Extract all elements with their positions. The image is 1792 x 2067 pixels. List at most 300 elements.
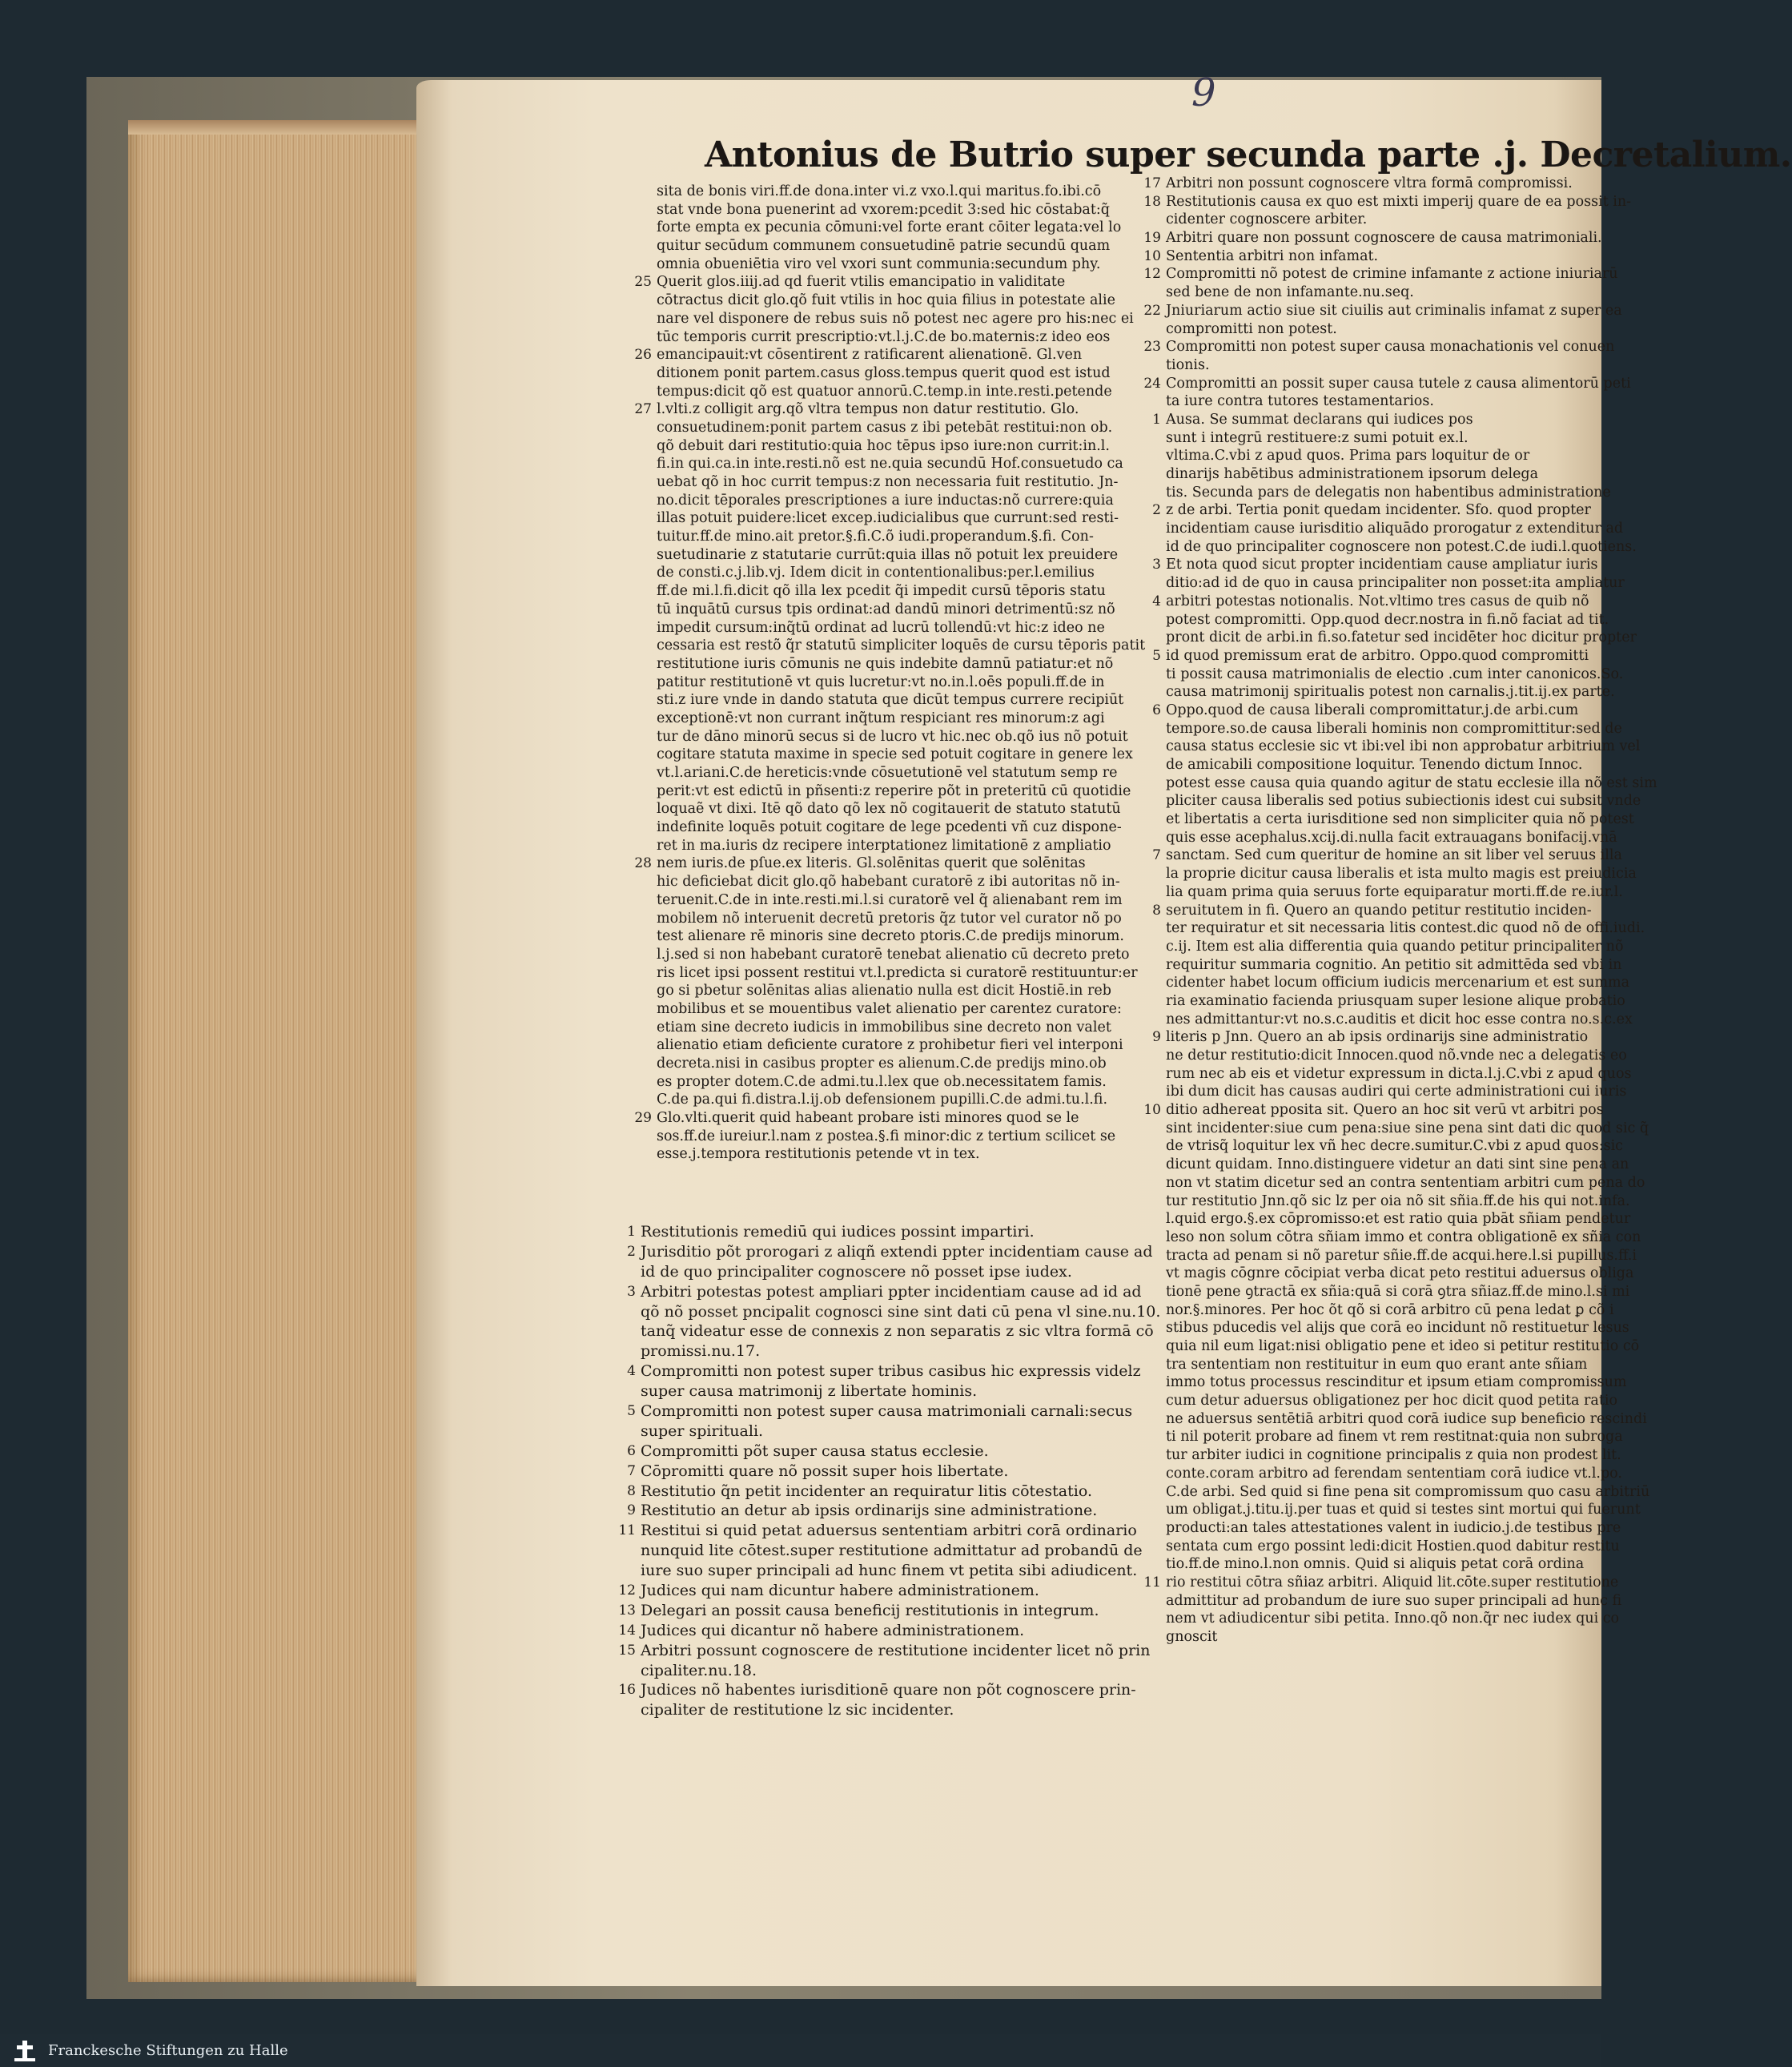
book-edge-top bbox=[128, 120, 442, 135]
text-line bbox=[1142, 411, 1590, 429]
text-line bbox=[633, 273, 1118, 292]
marginal-number bbox=[1142, 792, 1166, 810]
line-text: z de arbi. Tertia ponit quedam incidenter. Sfo. quod propter bbox=[1166, 502, 1591, 519]
text-line bbox=[617, 1641, 1151, 1661]
text-line bbox=[617, 1242, 1153, 1262]
line-text: Arbitri non possunt cognoscere vltra formā compromissi. bbox=[1166, 175, 1573, 191]
line-text: gnoscit bbox=[1166, 1629, 1218, 1645]
marginal-number bbox=[617, 1541, 641, 1561]
marginal-number bbox=[633, 655, 657, 674]
marginal-number bbox=[633, 509, 657, 528]
marginal-number bbox=[633, 982, 657, 1000]
marginal-number: 7 bbox=[627, 1462, 636, 1479]
text-line bbox=[633, 546, 1118, 565]
text-line bbox=[1142, 1465, 1622, 1483]
marginal-number bbox=[1142, 756, 1166, 774]
text-line bbox=[1142, 720, 1622, 738]
text-line bbox=[1142, 211, 1590, 229]
marginal-number bbox=[1142, 284, 1166, 302]
line-text: Restitui si quid petat aduersus sententiam arbitri corā ordinario bbox=[641, 1522, 1137, 1540]
line-text: ne aduersus sentētiā arbitri quod corā iudice sup beneficio rescindi bbox=[1166, 1410, 1647, 1427]
text-line bbox=[1142, 992, 1625, 1011]
marginal-number bbox=[1142, 1229, 1166, 1247]
marginal-number bbox=[633, 219, 657, 237]
line-text: qõ nõ posset pncipalit cognosci sine sint dati cū pena vl sine.nu.10. bbox=[641, 1302, 1161, 1321]
text-line bbox=[1142, 392, 1590, 411]
line-text: tū inquātū cursus tpis ordinat:ad dandū minori detrimentū:sz nõ bbox=[657, 601, 1115, 617]
line-text: quis esse acephalus.xcij.di.nulla facit extrauagans bonifacij.vnā bbox=[1166, 829, 1617, 846]
marginal-number bbox=[633, 582, 657, 601]
text-line bbox=[1142, 284, 1590, 302]
text-line bbox=[633, 837, 1118, 855]
line-text: Compromitti nõ potest de crimine infamante z actione iniuriarū bbox=[1166, 266, 1618, 283]
text-line bbox=[1142, 1373, 1627, 1392]
text-line bbox=[1142, 956, 1622, 975]
marginal-number: 18 bbox=[1143, 193, 1161, 210]
marginal-number bbox=[633, 1000, 657, 1019]
line-text: ff.de mi.l.fi.dicit qõ illa lex pcedit q̃i impedit cursū tēporis statu bbox=[657, 583, 1106, 600]
marginal-number bbox=[1142, 938, 1166, 956]
text-line bbox=[1142, 647, 1590, 666]
marginal-number bbox=[1142, 1301, 1166, 1320]
line-text: nare vel disponere de rebus suis nõ potest nec agere pro his:nec ei bbox=[657, 310, 1134, 327]
francke-foundation-logo-icon bbox=[13, 2039, 37, 2063]
text-line bbox=[1142, 738, 1641, 756]
line-text: tionē pene ꝯtractā ex sñia:quā si corā ꝯtra sñiaz.ff.de mino.l.si mi bbox=[1166, 1283, 1630, 1300]
line-text: tio.ff.de mino.l.non omnis. Quid si aliquis petat corā ordina bbox=[1166, 1556, 1585, 1573]
line-text: causa matrimonij spiritualis potest non carnalis.j.tit.ij.ex parte. bbox=[1166, 684, 1615, 701]
marginal-number: 12 bbox=[618, 1582, 636, 1599]
line-text: mobilibus et se mouentibus valet alienatio per carentez curatore: bbox=[657, 1000, 1122, 1017]
marginal-number bbox=[1142, 574, 1166, 593]
marginal-number bbox=[617, 1700, 641, 1720]
marginal-number bbox=[633, 528, 657, 546]
marginal-number bbox=[633, 492, 657, 510]
line-text: consuetudinem:ponit partem casus z ibi petebāt restitui:non ob. bbox=[657, 419, 1113, 436]
line-text: alienatio etiam deficiente curatore z prohibetur fieri vel interponi bbox=[657, 1037, 1123, 1054]
marginal-number bbox=[1142, 974, 1166, 992]
text-line bbox=[1142, 1065, 1632, 1084]
text-line bbox=[1142, 1628, 1590, 1647]
text-line bbox=[1142, 320, 1590, 339]
line-text: quitur secūdum communem consuetudinē patrie secundū quam bbox=[657, 238, 1111, 255]
line-text: tracta ad penam si nõ paretur sñie.ff.de acqui.here.l.si pupillus.ff.i bbox=[1166, 1247, 1637, 1264]
marginal-number bbox=[1142, 1065, 1166, 1084]
marginal-number: 17 bbox=[1143, 175, 1161, 191]
line-text: test alienare rē minoris sine decreto ptoris.C.de predijs minorum. bbox=[657, 928, 1124, 945]
marginal-number bbox=[617, 1381, 641, 1401]
text-line bbox=[617, 1361, 1141, 1381]
line-text: immo totus processus rescinditur et ipsum etiam compromissum bbox=[1166, 1374, 1627, 1391]
marginal-number bbox=[1142, 1592, 1166, 1611]
marginal-number bbox=[633, 328, 657, 347]
marginal-number: 11 bbox=[618, 1522, 636, 1539]
line-text: Restitutio q̃n petit incidenter an requiratur litis cōtestatio. bbox=[641, 1482, 1092, 1500]
line-text: stat vnde bona puenerint ad vxorem:pcedit 3:sed hic cōstabat:q̃ bbox=[657, 201, 1110, 218]
text-line bbox=[633, 1019, 1118, 1037]
line-text: l.j.sed si non habebant curatorē tenebat alienatio cū decreto preto bbox=[657, 946, 1130, 963]
line-text: tuitur.ff.de mino.ait pretor.§.fi.C.õ iudi.properandum.§.fi. Con- bbox=[657, 529, 1094, 545]
marginal-number: 4 bbox=[627, 1363, 636, 1380]
line-text: potest compromitti. Opp.quod decr.nostra in fi.nõ faciat ad tit. bbox=[1166, 611, 1609, 628]
line-text: suetudinarie z statutarie currūt:quia illas nõ potuit lex preuidere bbox=[657, 546, 1119, 563]
line-text: literis p Jnn. Quero an ab ipsis ordinarijs sine administratio bbox=[1166, 1029, 1589, 1046]
text-line bbox=[1142, 1047, 1627, 1065]
line-text: cidenter cognoscere arbiter. bbox=[1166, 211, 1368, 228]
marginal-number bbox=[617, 1262, 641, 1282]
marginal-number: 8 bbox=[627, 1482, 636, 1499]
marginal-number bbox=[1142, 738, 1166, 756]
text-line bbox=[1142, 938, 1624, 956]
line-text: sint incidenter:siue cum pena:siue sine pena sint dati dic quod sic q̃ bbox=[1166, 1120, 1649, 1136]
text-line bbox=[633, 674, 1118, 692]
text-line bbox=[633, 1145, 1118, 1164]
line-text: Et nota quod sicut propter incidentiam cause ampliatur iuris bbox=[1166, 557, 1598, 573]
marginal-number bbox=[633, 946, 657, 964]
text-line bbox=[1142, 1555, 1590, 1574]
text-line bbox=[617, 1561, 1138, 1581]
line-text: de vtrisq̃ loquitur lex vñ hec decre.sumitur.C.vbi z apud quos:sic bbox=[1166, 1138, 1623, 1155]
text-line bbox=[633, 419, 1118, 437]
line-text: tanq̃ videatur esse de connexis z non separatis z sic vltra formā cō bbox=[641, 1322, 1154, 1341]
line-text: emancipauit:vt cōsentirent z ratificarent alienationē. Gl.ven bbox=[657, 347, 1083, 364]
line-text: ditionem ponit partem.casus gloss.tempus querit quod est istud bbox=[657, 364, 1111, 381]
marginal-number bbox=[1142, 520, 1166, 538]
line-text: ter requiratur et sit necessaria litis contest.dic quod nõ de offi.iudi. bbox=[1166, 920, 1645, 937]
line-text: Ausa. Se summat declarans qui iudices pos bbox=[1166, 411, 1473, 428]
text-line bbox=[1142, 756, 1590, 774]
marginal-number bbox=[1142, 429, 1166, 448]
marginal-number: 5 bbox=[1152, 647, 1161, 664]
line-text: Judices qui nam dicuntur habere administrationem. bbox=[641, 1582, 1039, 1600]
text-line bbox=[1142, 593, 1590, 611]
text-line bbox=[1142, 829, 1617, 847]
text-line bbox=[1142, 538, 1637, 557]
text-line bbox=[1142, 1283, 1630, 1301]
marginal-number bbox=[1142, 1047, 1166, 1065]
text-line bbox=[1142, 1101, 1604, 1120]
line-text: Compromitti põt super causa status ecclesie. bbox=[641, 1442, 989, 1460]
marginal-number: 23 bbox=[1143, 339, 1161, 356]
text-line bbox=[633, 564, 1118, 582]
line-text: cipaliter.nu.18. bbox=[641, 1661, 757, 1679]
text-line bbox=[1142, 484, 1611, 502]
marginal-number bbox=[633, 473, 657, 492]
text-line bbox=[617, 1621, 1121, 1641]
marginal-number bbox=[633, 746, 657, 764]
marginal-number bbox=[633, 637, 657, 655]
marginal-number bbox=[633, 873, 657, 891]
text-line bbox=[1142, 883, 1623, 902]
text-line bbox=[1142, 629, 1637, 647]
marginal-number bbox=[1142, 1156, 1166, 1174]
line-text: tur de dāno minorū secus si de lucro vt hic.nec ob.qõ ius nõ potuit bbox=[657, 728, 1128, 745]
text-line bbox=[1142, 1137, 1623, 1156]
marginal-number bbox=[1142, 1120, 1166, 1138]
marginal-number bbox=[633, 674, 657, 692]
marginal-number bbox=[633, 364, 657, 383]
marginal-number bbox=[1142, 1174, 1166, 1192]
marginal-number bbox=[1142, 1265, 1166, 1283]
marginal-number bbox=[633, 310, 657, 328]
text-line bbox=[1142, 683, 1615, 702]
text-line bbox=[1142, 229, 1602, 247]
text-line bbox=[1142, 1337, 1640, 1356]
line-text: iure suo super principali ad hunc finem vt petita sibi adiudicent. bbox=[641, 1562, 1138, 1580]
text-line bbox=[633, 891, 1123, 910]
line-text: super causa matrimonij z libertate hominis. bbox=[641, 1382, 978, 1401]
line-text: seruitutem in fi. Quero an quando petitur restitutio inciden- bbox=[1166, 902, 1592, 919]
text-line bbox=[633, 1073, 1118, 1092]
text-line bbox=[633, 637, 1146, 655]
line-text: Glo.vlti.querit quid habeant probare isti minores quod se le bbox=[657, 1110, 1079, 1127]
text-line bbox=[1142, 302, 1622, 320]
text-line bbox=[633, 764, 1118, 782]
text-line bbox=[1142, 338, 1615, 356]
marginal-number bbox=[633, 927, 657, 946]
marginal-number: 14 bbox=[618, 1622, 636, 1639]
line-text: es propter dotem.C.de admi.tu.l.lex que ob.necessitatem famis. bbox=[657, 1073, 1107, 1090]
line-text: Arbitri quare non possunt cognoscere de causa matrimoniali. bbox=[1166, 230, 1602, 247]
footer-label: Franckesche Stiftungen zu Halle bbox=[48, 2042, 288, 2059]
line-text: Delegari an possit causa beneficij restitutionis in integrum. bbox=[641, 1601, 1099, 1619]
marginal-number bbox=[617, 1302, 641, 1322]
text-line bbox=[633, 400, 1118, 419]
text-line bbox=[633, 437, 1118, 456]
marginal-number bbox=[1142, 1555, 1166, 1574]
marginal-number: 9 bbox=[1152, 1029, 1161, 1046]
line-text: Compromitti non potest super causa monachationis vel conuen bbox=[1166, 339, 1615, 356]
text-line bbox=[633, 473, 1118, 492]
marginal-number bbox=[633, 1073, 657, 1092]
marginal-number bbox=[1142, 611, 1166, 629]
line-text: l.quid ergo.§.ex cōpromisso:et est ratio quia pbāt sñiam pendetur bbox=[1166, 1211, 1631, 1228]
line-text: sunt i integrū restituere:z sumi potuit ex.l. bbox=[1166, 429, 1469, 446]
text-line bbox=[1142, 1356, 1590, 1374]
line-text: super spirituali. bbox=[641, 1422, 764, 1440]
text-line bbox=[617, 1581, 1121, 1601]
text-line bbox=[1142, 465, 1590, 484]
line-text: pront dicit de arbi.in fi.so.fatetur sed incidēter hoc dicitur propter bbox=[1166, 629, 1637, 646]
line-text: dicunt quidam. Inno.distinguere videtur an dati sint sine pena an bbox=[1166, 1156, 1629, 1173]
line-text: nes admittantur:vt no.s.c.auditis et dicit hoc esse contra no.s.c.ex bbox=[1166, 1011, 1633, 1027]
line-text: Sententia arbitri non infamat. bbox=[1166, 247, 1379, 264]
text-line bbox=[617, 1422, 1121, 1442]
text-line bbox=[1142, 1083, 1627, 1101]
line-text: ti nil poterit probare ad finem vt rem restitnat:quia non subroga bbox=[1166, 1429, 1623, 1446]
marginal-number: 27 bbox=[634, 401, 652, 418]
line-text: l.vlti.z colligit arg.qõ vltra tempus non datur restitutio. Glo. bbox=[657, 401, 1079, 418]
text-line bbox=[633, 328, 1118, 347]
line-text: no.dicit tēporales prescriptiones a iure inductas:nõ currere:quia bbox=[657, 492, 1114, 509]
marginal-number: 29 bbox=[634, 1110, 652, 1127]
marginal-number bbox=[1142, 919, 1166, 938]
text-line bbox=[617, 1601, 1121, 1621]
text-line bbox=[1142, 447, 1590, 465]
text-line bbox=[1142, 1028, 1590, 1047]
line-text: Judices qui dicantur nõ habere administrationem. bbox=[641, 1621, 1025, 1639]
line-text: Restitutionis causa ex quo est mixti imperij quare de ea possit in- bbox=[1166, 193, 1632, 210]
text-line bbox=[1142, 574, 1625, 593]
line-text: restitutione iuris cōmunis ne quis indebite damnū patiatur:et nõ bbox=[657, 655, 1114, 672]
marginal-number bbox=[1142, 1137, 1166, 1156]
marginal-number bbox=[1142, 1319, 1166, 1337]
text-line bbox=[1142, 1538, 1620, 1556]
right-text-column bbox=[1142, 175, 1657, 1647]
line-text: Jurisditio põt prorogari z aliqñ extendi ppter incidentiam cause ad bbox=[641, 1242, 1153, 1261]
line-text: tempore.so.de causa liberali hominis non compromittitur:sed de bbox=[1166, 720, 1622, 737]
marginal-number bbox=[633, 837, 657, 855]
line-text: Oppo.quod de causa liberali compromittatur.j.de arbi.cum bbox=[1166, 702, 1579, 718]
text-line bbox=[617, 1462, 1121, 1482]
text-line bbox=[1142, 1210, 1631, 1229]
line-text: Arbitri possunt cognoscere de restitutione incidenter licet nõ prin bbox=[641, 1641, 1151, 1659]
marginal-number bbox=[1142, 1610, 1166, 1628]
marginal-number: 4 bbox=[1152, 593, 1161, 609]
text-line bbox=[633, 528, 1118, 546]
text-line bbox=[1142, 1519, 1621, 1538]
line-text: patitur restitutionē vt quis lucretur:vt no.in.l.oēs populi.ff.de in bbox=[657, 674, 1105, 690]
text-line bbox=[617, 1442, 1121, 1462]
marginal-number bbox=[1142, 356, 1166, 375]
marginal-number bbox=[1142, 320, 1166, 339]
text-line bbox=[617, 1680, 1136, 1700]
text-line bbox=[1142, 865, 1637, 883]
marginal-number: 28 bbox=[634, 855, 652, 872]
text-line bbox=[633, 800, 1121, 818]
text-line bbox=[633, 782, 1131, 801]
line-text: vt.l.ariani.C.de hereticis:vnde cōsuetutionē vel statutum semp re bbox=[657, 765, 1118, 781]
text-line bbox=[633, 1091, 1118, 1109]
line-text: cōtractus dicit glo.qõ fuit vtilis in hoc quia filius in potestate alie bbox=[657, 292, 1115, 309]
text-line bbox=[633, 255, 1118, 274]
text-line bbox=[1142, 1192, 1630, 1211]
line-text: exceptionē:vt non currant inq̃tum respiciant res minorum:z agi bbox=[657, 710, 1105, 726]
text-line bbox=[633, 292, 1118, 310]
left-text-column bbox=[633, 183, 1146, 1164]
text-line bbox=[1142, 974, 1630, 992]
marginal-number bbox=[1142, 1628, 1166, 1647]
line-text: stibus pducedis vel alijs que corā eo incidunt nõ restituetur lesus bbox=[1166, 1320, 1629, 1337]
text-line bbox=[633, 310, 1134, 328]
line-text: cessaria est restõ q̃r statutū simpliciter loquēs de cursu tēporis patit bbox=[657, 637, 1146, 654]
marginal-number bbox=[633, 818, 657, 837]
text-line bbox=[633, 910, 1122, 928]
marginal-number bbox=[617, 1321, 641, 1341]
footer-bar bbox=[0, 2034, 1601, 2067]
text-line bbox=[633, 1128, 1118, 1146]
line-text: fi.in qui.ca.in inte.resti.nõ est ne.quia secundū Hof.consuetudo ca bbox=[657, 456, 1123, 473]
text-line bbox=[617, 1321, 1154, 1341]
text-line bbox=[633, 455, 1123, 473]
marginal-number bbox=[1142, 447, 1166, 465]
line-text: Restitutio an detur ab ipsis ordinarijs sine administratione. bbox=[641, 1502, 1098, 1520]
line-text: tur restitutio Jnn.qõ sic lz per oia nõ sit sñia.ff.de his qui not.infa. bbox=[1166, 1192, 1630, 1209]
book-fore-edge bbox=[128, 120, 442, 1982]
text-line bbox=[617, 1381, 1121, 1401]
line-text: causa status ecclesie sic vt ibi:vel ibi non approbatur arbitrium vel bbox=[1166, 738, 1641, 755]
line-text: ria examinatio facienda priusquam super lesione alique probatio bbox=[1166, 992, 1625, 1009]
line-text: sanctam. Sed cum queritur de homine an sit liber vel seruus illa bbox=[1166, 847, 1622, 864]
line-text: sita de bonis viri.ff.de dona.inter vi.z vxo.l.qui maritus.fo.ibi.cō bbox=[657, 183, 1102, 199]
marginal-number: 2 bbox=[627, 1243, 636, 1260]
line-text: perit:vt est edictū in pñsenti:z reperire põt in preteritū cū quotidie bbox=[657, 782, 1131, 799]
text-line bbox=[1142, 1265, 1634, 1283]
marginal-number: 2 bbox=[1152, 502, 1161, 519]
marginal-number: 19 bbox=[1143, 230, 1161, 247]
marginal-number bbox=[1142, 774, 1166, 793]
marginal-number bbox=[1142, 1083, 1166, 1101]
text-line bbox=[633, 655, 1118, 674]
marginal-number: 10 bbox=[1143, 1102, 1161, 1119]
line-text: nunquid lite cōtest.super restitutione admittatur ad probandū de bbox=[641, 1542, 1143, 1560]
text-line bbox=[1142, 1011, 1633, 1029]
line-text: forte empta ex pecunia cōmuni:vel forte erant cōiter legata:vel lo bbox=[657, 219, 1122, 236]
text-line bbox=[633, 927, 1124, 946]
line-text: impedit cursum:inq̃tū ordinat ad lucrū tollendū:vt hic:z ideo ne bbox=[657, 619, 1105, 636]
marginal-number bbox=[633, 1128, 657, 1146]
line-text: producti:an tales attestationes valent in iudicio.j.de testibus pre bbox=[1166, 1519, 1621, 1536]
marginal-number bbox=[617, 1661, 641, 1681]
marginal-number bbox=[1142, 1210, 1166, 1229]
line-text: nem iuris.de pſue.ex literis. Gl.solēnitas querit que solēnitas bbox=[657, 855, 1086, 872]
marginal-number bbox=[1142, 1283, 1166, 1301]
marginal-number bbox=[633, 964, 657, 983]
marginal-number bbox=[1142, 865, 1166, 883]
marginal-number: 16 bbox=[618, 1682, 636, 1699]
marginal-number bbox=[633, 619, 657, 637]
line-text: Restitutionis remediū qui iudices possint impartiri. bbox=[641, 1223, 1035, 1241]
line-text: quia nil eum ligat:nisi obligatio pene et ideo si petitur restitutio cō bbox=[1166, 1338, 1640, 1354]
marginal-number bbox=[633, 601, 657, 619]
line-text: compromitti non potest. bbox=[1166, 320, 1337, 337]
marginal-number bbox=[617, 1561, 641, 1581]
marginal-number bbox=[1142, 465, 1166, 484]
text-line bbox=[1142, 501, 1590, 520]
line-text: mobilem nõ interuenit decretū pretoris q̃z tutor vel curator nõ po bbox=[657, 910, 1122, 927]
line-text: tempus:dicit qõ est quatuor annorū.C.temp.in inte.resti.petende bbox=[657, 383, 1112, 400]
marginal-number bbox=[633, 183, 657, 201]
line-text: vltima.C.vbi z apud quos. Prima pars loquitur de or bbox=[1166, 448, 1530, 464]
text-line bbox=[633, 946, 1130, 964]
line-text: indefinite loquēs potuit cogitare de lege pcedenti vñ cuz dispone- bbox=[657, 819, 1122, 836]
marginal-number bbox=[633, 292, 657, 310]
marginal-number bbox=[617, 1422, 641, 1442]
marginal-number bbox=[633, 546, 657, 565]
marginal-number bbox=[1142, 1247, 1166, 1265]
marginal-number: 9 bbox=[627, 1502, 636, 1519]
line-text: de consti.c.j.lib.vj. Idem dicit in contentionalibus:per.l.emilius bbox=[657, 565, 1095, 581]
line-text: ta iure contra tutores testamentarios. bbox=[1166, 393, 1434, 410]
text-line bbox=[633, 492, 1118, 510]
line-text: Compromitti non potest super tribus casibus hic expressis videlz bbox=[641, 1362, 1141, 1381]
text-line bbox=[633, 710, 1118, 728]
marginal-number bbox=[1142, 1373, 1166, 1392]
text-line bbox=[633, 582, 1118, 601]
marginal-number bbox=[633, 691, 657, 710]
text-line bbox=[1142, 1410, 1647, 1429]
marginal-number bbox=[633, 1145, 657, 1164]
text-line bbox=[633, 201, 1118, 219]
marginal-number bbox=[633, 1036, 657, 1055]
marginal-number: 13 bbox=[618, 1602, 636, 1619]
line-text: cum detur aduersus obligationez per hoc dicit quod petita ratio bbox=[1166, 1393, 1617, 1410]
marginal-number: 11 bbox=[1143, 1574, 1161, 1590]
marginal-number: 3 bbox=[627, 1283, 636, 1300]
text-line bbox=[1142, 1574, 1619, 1592]
line-text: ris licet ipsi possent restitui vt.l.predicta si curatorē restituuntur:er bbox=[657, 964, 1138, 981]
text-line bbox=[1142, 1446, 1621, 1465]
